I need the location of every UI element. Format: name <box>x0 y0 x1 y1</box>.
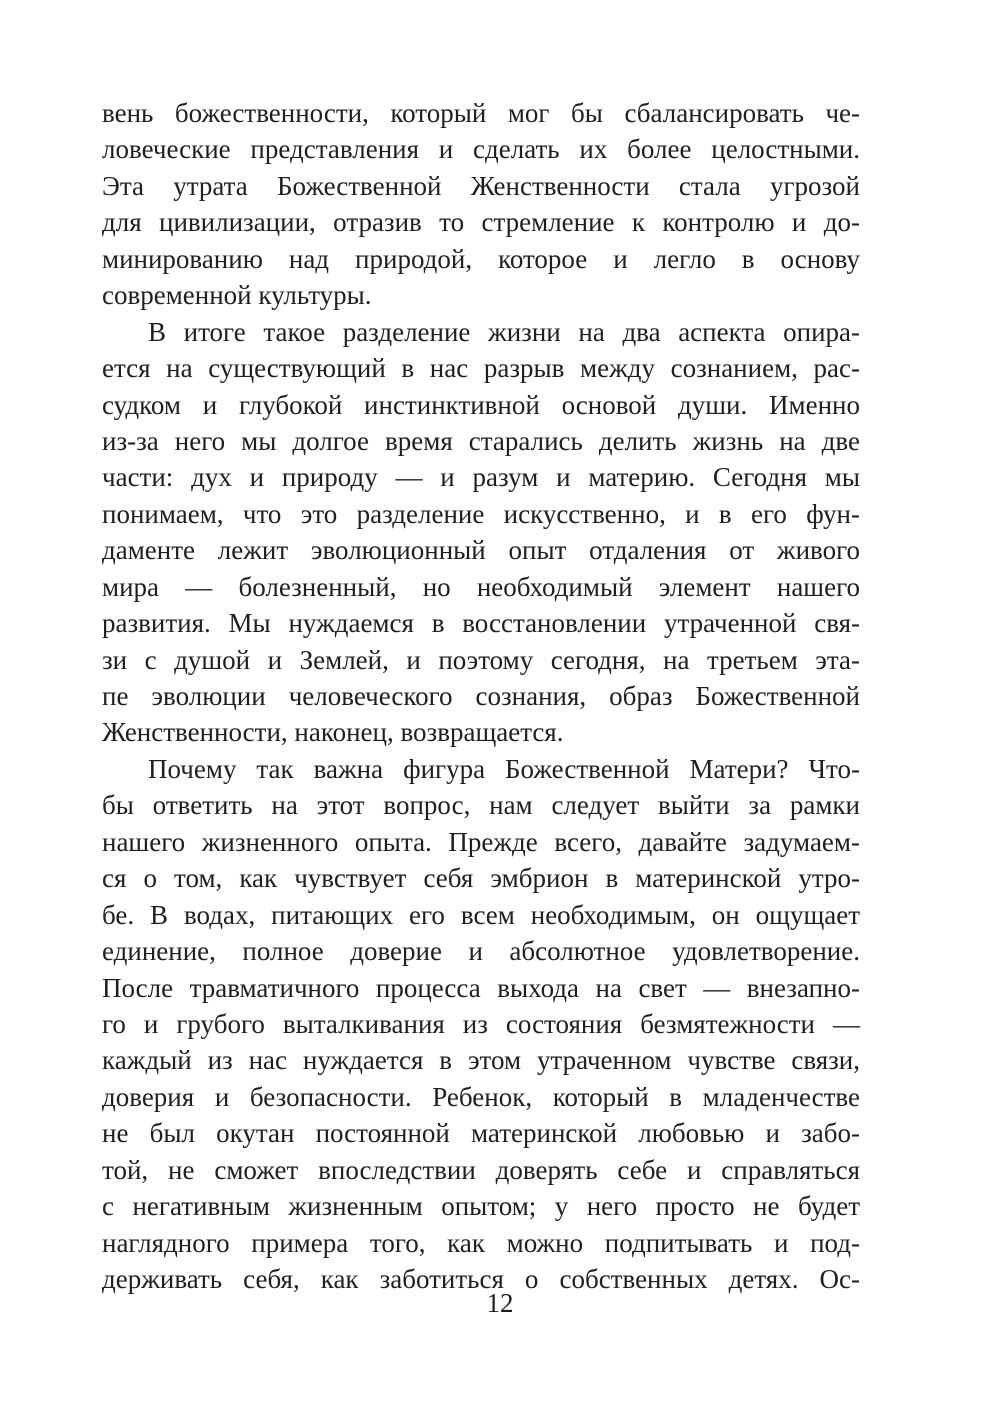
text-line: не был окутан постоянной материнской любовью и забо- <box>102 1118 860 1149</box>
text-line: вень божественности, который мог бы сбалансировать че- <box>102 98 860 128</box>
text-line: с негативным жизненным опытом; у него просто не будет <box>102 1191 860 1222</box>
text-line: Женственности, наконец, возвращается. <box>102 717 564 748</box>
text-line: ется на существующий в нас разрыв между сознанием, рас- <box>102 353 860 384</box>
text-line: бы ответить на этот вопрос, нам следует выйти за рамки <box>102 790 860 821</box>
text-line: Эта утрата Божественной Женственности стала угрозой <box>102 170 860 201</box>
text-line: го и грубого выталкивания из состояния безмятежности — <box>102 1008 860 1039</box>
text-line: минированию над природой, которое и легло в основу <box>102 243 860 274</box>
text-line: для цивилизации, отразив то стремление к контролю и до- <box>102 207 860 238</box>
text-line: нашего жизненного опыта. Прежде всего, давайте задумаем- <box>102 826 860 857</box>
text-line: ся о том, как чувствует себя эмбрион в материнской утро- <box>102 863 860 894</box>
text-line: ловеческие представления и сделать их более целостными. <box>102 134 860 165</box>
text-line: доверия и безопасности. Ребенок, который в младенчестве <box>102 1081 860 1112</box>
page-number: 12 <box>486 1288 514 1318</box>
text-line: бе. В водах, питающих его всем необходимым, он ощущает <box>102 899 860 930</box>
text-line: части: дух и природу — и разум и материю. Сегодня мы <box>102 462 860 493</box>
text-line: из-за него мы долгое время старались делить жизнь на две <box>102 425 860 456</box>
body-text <box>102 95 860 1297</box>
text-line: зи с душой и Землей, и поэтому сегодня, на третьем эта- <box>102 644 860 675</box>
text-line: той, не сможет впоследствии доверять себе и справляться <box>102 1154 860 1185</box>
text-line: развития. Мы нуждаемся в восстановлении утраченной свя- <box>102 608 860 639</box>
text-line: мира — болезненный, но необходимый элемент нашего <box>102 571 860 602</box>
text-line: современной культуры. <box>102 280 372 311</box>
text-line: понимаем, что это разделение искусственно, и в его фун- <box>102 498 860 529</box>
text-line: После травматичного процесса выхода на свет — внезапно- <box>102 972 860 1003</box>
text-line: держивать себя, как заботиться о собственных детях. Ос- <box>102 1264 860 1294</box>
text-line: единение, полное доверие и абсолютное удовлетворение. <box>102 936 860 967</box>
text-line: пе эволюции человеческого сознания, образ Божественной <box>102 681 860 711</box>
text-line: даменте лежит эволюционный опыт отдаления от живого <box>102 535 860 566</box>
paragraph-first-line: В итоге такое разделение жизни на два аспекта опира- <box>148 316 860 347</box>
text-line: каждый из нас нуждается в этом утраченном чувстве связи, <box>102 1045 860 1076</box>
text-line: судком и глубокой инстинктивной основой души. Именно <box>102 389 860 420</box>
paragraph-first-line: Почему так важна фигура Божественной Матери? Что- <box>148 753 860 784</box>
text-line: наглядного примера того, как можно подпитывать и под- <box>102 1227 860 1258</box>
